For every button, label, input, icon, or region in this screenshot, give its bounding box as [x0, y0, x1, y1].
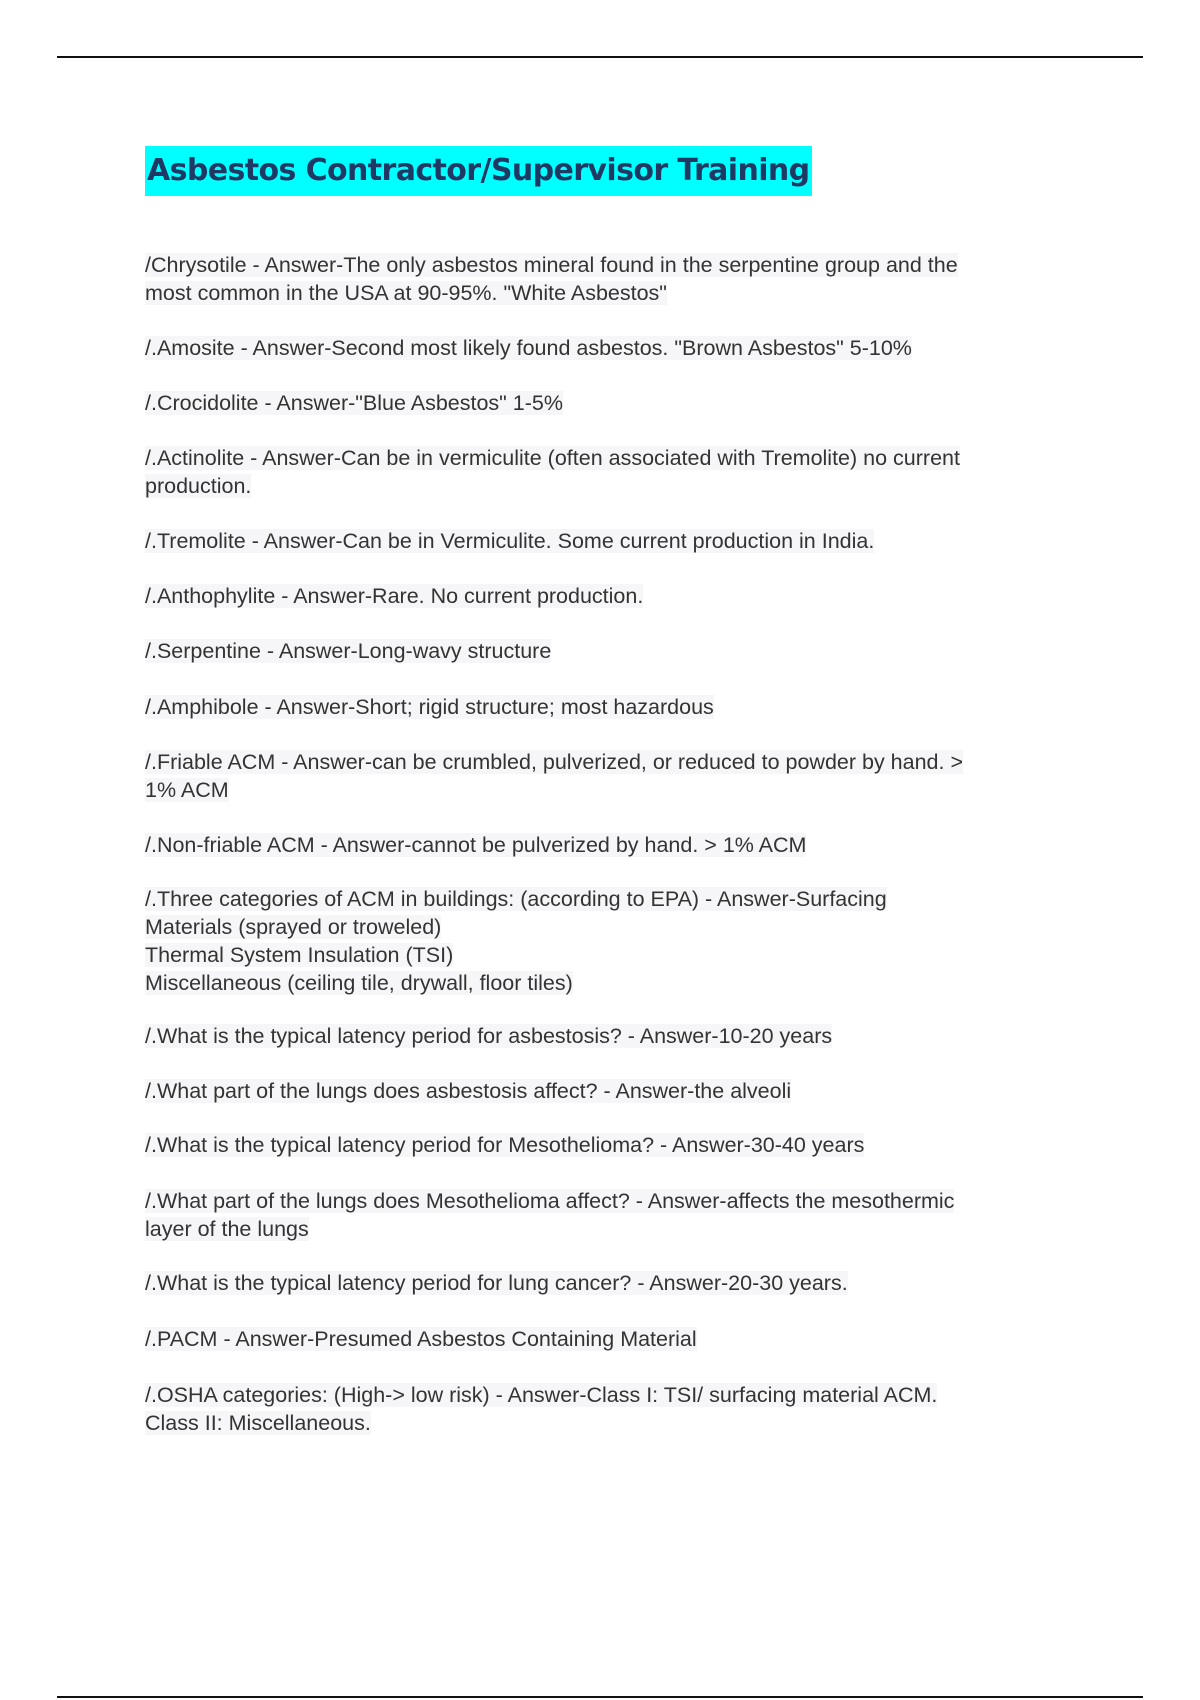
qa-entry-text: Class II: Miscellaneous.	[145, 1411, 371, 1435]
top-horizontal-rule	[57, 56, 1143, 58]
qa-entry	[145, 334, 1075, 362]
qa-entry	[145, 527, 1075, 555]
qa-entry-line	[145, 472, 1075, 500]
qa-entry-line	[145, 637, 1075, 665]
qa-entry-text: 1% ACM	[145, 778, 229, 802]
qa-entry	[145, 831, 1075, 859]
qa-entry	[145, 1022, 1075, 1050]
qa-entry-text: most common in the USA at 90-95%. "White Asbestos"	[145, 281, 667, 305]
qa-entry-line	[145, 444, 1075, 472]
qa-entry-text: /.Friable ACM - Answer-can be crumbled, pulverized, or reduced to powder by hand. >	[145, 750, 964, 774]
qa-entry-text: Miscellaneous (ceiling tile, drywall, floor tiles)	[145, 971, 573, 995]
qa-entry-line	[145, 693, 1075, 721]
qa-entry-text: /Chrysotile - Answer-The only asbestos mineral found in the serpentine group and the	[145, 253, 958, 277]
qa-entry-line	[145, 279, 1075, 307]
qa-entry	[145, 389, 1075, 417]
qa-entry-text: /.Three categories of ACM in buildings: (according to EPA) - Answer-Surfacing	[145, 887, 887, 911]
qa-entry-text: /.OSHA categories: (High-> low risk) - Answer-Class I: TSI/ surfacing material ACM.	[145, 1383, 938, 1407]
qa-entry-text: /.What is the typical latency period for lung cancer? - Answer-20-30 years.	[145, 1271, 848, 1295]
qa-entry	[145, 1269, 1075, 1297]
qa-entry-line	[145, 1187, 1075, 1215]
qa-entry-line	[145, 251, 1075, 279]
qa-entry	[145, 1325, 1075, 1353]
qa-entry-line	[145, 913, 1075, 941]
qa-entry	[145, 1131, 1075, 1159]
qa-entry-text: /.PACM - Answer-Presumed Asbestos Containing Material	[145, 1327, 697, 1351]
qa-entry-line	[145, 1325, 1075, 1353]
qa-entry-line	[145, 885, 1075, 913]
qa-entry-text: /.Tremolite - Answer-Can be in Vermiculite. Some current production in India.	[145, 529, 875, 553]
qa-entry	[145, 885, 1075, 997]
qa-entry-text: /.What is the typical latency period for Mesothelioma? - Answer-30-40 years	[145, 1133, 865, 1157]
qa-entry-line	[145, 776, 1075, 804]
qa-entry-line	[145, 1022, 1075, 1050]
qa-entry-text: /.Non-friable ACM - Answer-cannot be pulverized by hand. > 1% ACM	[145, 833, 807, 857]
qa-entry-text: /.Actinolite - Answer-Can be in vermiculite (often associated with Tremolite) no current	[145, 446, 960, 470]
document-title: Asbestos Contractor/Supervisor Training	[145, 146, 812, 196]
qa-entry-line	[145, 389, 1075, 417]
qa-entry-line	[145, 1215, 1075, 1243]
qa-entry-text: /.What part of the lungs does asbestosis affect? - Answer-the alveoli	[145, 1079, 792, 1103]
qa-entry-line	[145, 1077, 1075, 1105]
qa-entry-text: /.What part of the lungs does Mesothelioma affect? - Answer-affects the mesothermic	[145, 1189, 955, 1213]
qa-entry-line	[145, 1409, 1075, 1437]
qa-entry-line	[145, 941, 1075, 969]
qa-entry-text: /.Amphibole - Answer-Short; rigid structure; most hazardous	[145, 695, 714, 719]
qa-entry	[145, 637, 1075, 665]
qa-entry-line	[145, 1131, 1075, 1159]
qa-entry-line	[145, 527, 1075, 555]
bottom-horizontal-rule	[57, 1696, 1143, 1698]
qa-entry-line	[145, 582, 1075, 610]
qa-entry-text: /.Crocidolite - Answer-"Blue Asbestos" 1-5%	[145, 391, 563, 415]
qa-entry-line	[145, 334, 1075, 362]
qa-entry-line	[145, 1381, 1075, 1409]
qa-entry-text: production.	[145, 474, 252, 498]
qa-entry	[145, 1381, 1075, 1437]
qa-entry	[145, 251, 1075, 307]
qa-entry	[145, 693, 1075, 721]
qa-entry-text: layer of the lungs	[145, 1217, 309, 1241]
qa-entry-text: /.What is the typical latency period for asbestosis? - Answer-10-20 years	[145, 1024, 833, 1048]
qa-entry-text: /.Anthophylite - Answer-Rare. No current production.	[145, 584, 644, 608]
qa-entry	[145, 748, 1075, 804]
qa-entry-text: /.Serpentine - Answer-Long-wavy structure	[145, 639, 552, 663]
qa-entry	[145, 1077, 1075, 1105]
qa-entry-line	[145, 1269, 1075, 1297]
qa-entry	[145, 1187, 1075, 1243]
qa-entry-text: /.Amosite - Answer-Second most likely found asbestos. "Brown Asbestos" 5-10%	[145, 336, 912, 360]
qa-entry-text: Materials (sprayed or troweled)	[145, 915, 442, 939]
qa-entry-line	[145, 748, 1075, 776]
qa-list	[145, 251, 1075, 1464]
qa-entry	[145, 444, 1075, 500]
qa-entry-text: Thermal System Insulation (TSI)	[145, 943, 454, 967]
qa-entry-line	[145, 969, 1075, 997]
qa-entry	[145, 582, 1075, 610]
qa-entry-line	[145, 831, 1075, 859]
